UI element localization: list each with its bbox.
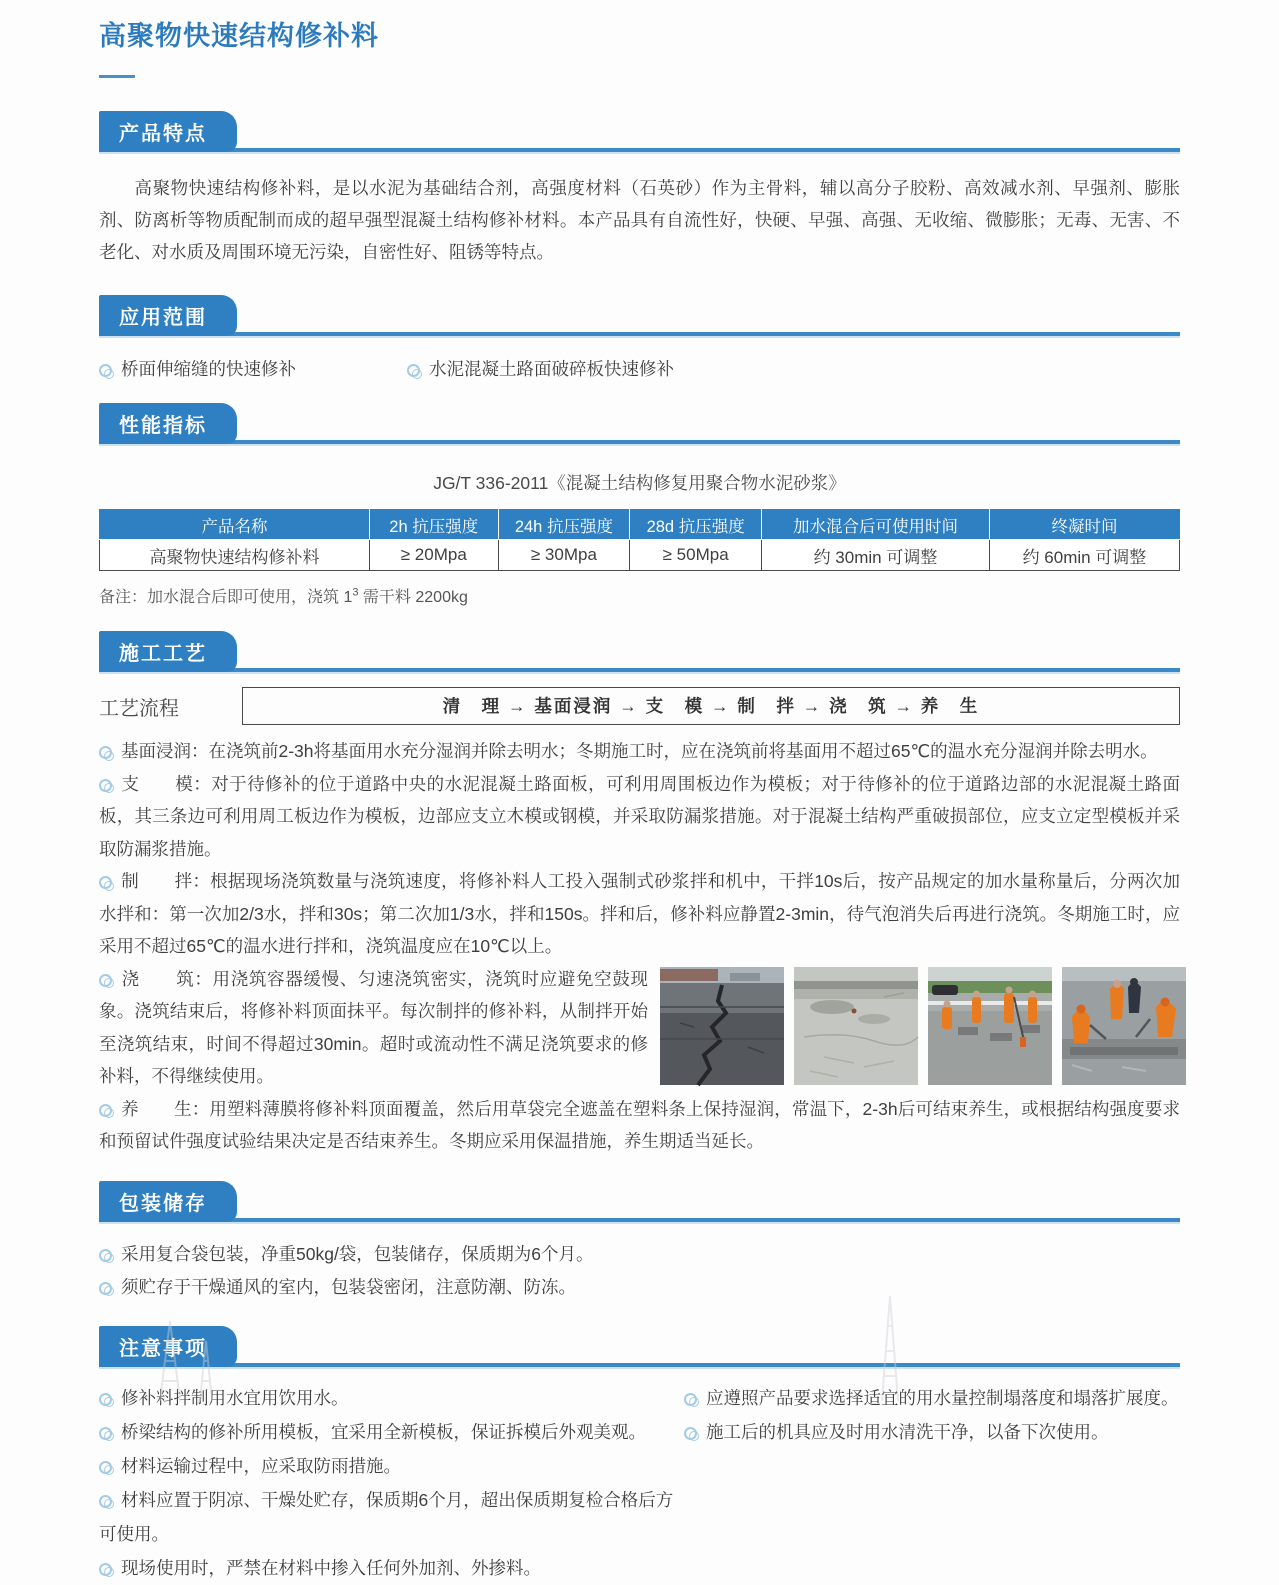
process-photo-strip: [660, 967, 1180, 1085]
cell-2h-strength: ≥ 20Mpa: [370, 540, 499, 571]
ring-bullet-icon: [99, 364, 112, 377]
section-rule-light: [99, 1367, 1180, 1369]
precaution-item: [99, 1483, 684, 1551]
col-header-product-name: 产品名称: [100, 510, 370, 540]
section-tab-process: 施工工艺: [99, 631, 237, 672]
process-step-soaking: [99, 735, 1180, 768]
ring-bullet-icon: [99, 1393, 112, 1406]
section-header-precautions: [99, 1330, 1180, 1369]
section-header-application: [99, 299, 1180, 338]
packaging-item-text: 采用复合袋包装，净重50kg/袋，包装储存，保质期为6个月。: [121, 1243, 594, 1264]
precaution-item: [99, 1449, 684, 1483]
precautions-columns: [99, 1381, 1180, 1585]
process-flow-row: [99, 687, 1180, 725]
note-superscript: 3: [352, 586, 359, 599]
step-text: 制 拌：根据现场浇筑数量与浇筑速度，将修补料人工投入强制式砂浆拌和机中，干拌10s后，按产品规定的加水量称量后，分两次加水拌和：第一次加2/3水，拌和30s；第二次加1/3水，拌和150s。拌和后，修补料应静置2-3min，待气泡消失后再进行浇筑。冬期施工时，应采用不超过65℃的温水进行拌和，浇筑温度应在10℃以上。: [99, 871, 1180, 956]
flow-sequence: 清 理 → 基面浸润 → 支 模 → 制 拌 → 浇 筑 → 养 生: [242, 687, 1180, 725]
repair-closeup-photo: [1062, 967, 1186, 1085]
section-tab-application: 应用范围: [99, 295, 237, 336]
road-repair-crew-photo: [928, 967, 1052, 1085]
ring-bullet-icon: [99, 876, 112, 889]
precaution-text: 材料运输过程中，应采取防雨措施。: [121, 1455, 401, 1476]
section-tab-packaging: 包装储存: [99, 1181, 237, 1222]
cell-final-set: 约 60min 可调整: [989, 540, 1179, 571]
section-header-features: [99, 115, 1180, 154]
performance-table: [99, 509, 1180, 571]
precaution-text: 现场使用时，严禁在材料中掺入任何外加剂、外掺料。: [121, 1557, 541, 1578]
precautions-left-column: [99, 1381, 684, 1585]
col-header-24h-strength: 24h 抗压强度: [498, 510, 630, 540]
ring-bullet-icon: [99, 1104, 112, 1117]
ring-bullet-icon: [99, 746, 112, 759]
step-text: 支 模：对于待修补的位于道路中央的水泥混凝土路面板，可利用周围板边作为模板；对于待修补的位于道路边部的水泥混凝土路面板，其三条边可利用周工板边作为模板，边部应支立木模或钢模，并采取防漏浆措施。对于混凝土结构严重破损部位，应支立定型模板并采取防漏浆措施。: [99, 773, 1180, 859]
cell-usable-time: 约 30min 可调整: [762, 540, 990, 571]
packaging-item-text: 须贮存于干燥通风的室内，包装袋密闭，注意防潮、防冻。: [121, 1276, 576, 1297]
col-header-28d-strength: 28d 抗压强度: [630, 510, 762, 540]
standard-reference: JG/T 336-2011《混凝土结构修复用聚合物水泥砂浆》: [433, 473, 846, 493]
packaging-item: [99, 1271, 1180, 1304]
precaution-item: [684, 1381, 1180, 1415]
step-text: 基面浸润：在浇筑前2-3h将基面用水充分湿润并除去明水；冬期施工时，应在浇筑前将基面用不超过65℃的温水充分湿润并除去明水。: [121, 741, 1158, 761]
precaution-text: 施工后的机具应及时用水清洗干净，以备下次使用。: [706, 1421, 1109, 1442]
precaution-item: [684, 1415, 1180, 1449]
application-item: [407, 356, 674, 381]
title-underline: [99, 75, 135, 78]
section-header-process: [99, 635, 1180, 674]
step-text: 养 生：用塑料薄膜将修补料顶面覆盖，然后用草袋完全遮盖在塑料条上保持湿润，常温下，2-3h后可结束养生，或根据结构强度要求和预留试件强度试验结果决定是否结束养生。冬期应采用保温措施，养生期适当延长。: [99, 1098, 1180, 1151]
application-item: [99, 356, 407, 381]
process-step-mixing: [99, 865, 1180, 963]
precaution-text: 材料应置于阴凉、干燥处贮存，保质期6个月，超出保质期复检合格后方可使用。: [99, 1489, 674, 1544]
precaution-text: 应遵照产品要求选择适宜的用水量控制塌落度和塌落扩展度。: [706, 1387, 1179, 1408]
section-rule-light: [99, 672, 1180, 674]
precaution-item: [99, 1415, 684, 1449]
col-header-2h-strength: 2h 抗压强度: [370, 510, 499, 540]
cell-24h-strength: ≥ 30Mpa: [498, 540, 630, 571]
ring-bullet-icon: [99, 974, 112, 987]
ring-bullet-icon: [99, 1495, 112, 1508]
application-items: [99, 356, 1180, 381]
ring-bullet-icon: [99, 1461, 112, 1474]
ring-bullet-icon: [99, 1563, 112, 1576]
damaged-slab-photo: [794, 967, 918, 1085]
cell-product-name: 高聚物快速结构修补料: [100, 540, 370, 571]
tower-watermark: [860, 1291, 920, 1401]
ring-bullet-icon: [99, 779, 112, 792]
col-header-usable-time: 加水混合后可使用时间: [762, 510, 990, 540]
section-header-packaging: [99, 1185, 1180, 1224]
section-tab-precautions: 注意事项: [99, 1326, 237, 1367]
ring-bullet-icon: [99, 1249, 112, 1262]
cell-28d-strength: ≥ 50Mpa: [630, 540, 762, 571]
tower-watermark: [140, 1311, 250, 1401]
ring-bullet-icon: [99, 1427, 112, 1440]
cracked-pavement-photo: [660, 967, 784, 1085]
section-rule-light: [99, 444, 1180, 446]
precautions-right-column: [684, 1381, 1180, 1585]
section-rule-light: [99, 1222, 1180, 1224]
features-text: 高聚物快速结构修补料，是以水泥为基础结合剂，高强度材料（石英砂）作为主骨料，辅以高分子胶粉、高效减水剂、早强剂、膨胀剂、防离析等物质配制而成的超早强型混凝土结构修补材料。本产品具有自流性好，快硬、早强、高强、无收缩、微膨胀；无毒、无害、不老化、对水质及周围环境无污染，自密性好、阻锈等特点。: [99, 178, 1180, 262]
process-step-formwork: [99, 768, 1180, 866]
table-note: [99, 584, 1180, 607]
section-rule-light: [99, 336, 1180, 338]
process-step-curing: [99, 1093, 1180, 1158]
precaution-text: 桥梁结构的修补所用模板，宜采用全新模板，保证拆模后外观美观。: [121, 1421, 646, 1442]
note-suffix: 需干料 2200kg: [358, 589, 468, 606]
ring-bullet-icon: [99, 1282, 112, 1295]
note-prefix: 备注：加水混合后即可使用，浇筑 1: [99, 589, 353, 606]
flow-label: 工艺流程: [99, 697, 179, 720]
section-header-performance: [99, 407, 1180, 446]
ring-bullet-icon: [684, 1393, 697, 1406]
packaging-items: [99, 1238, 1180, 1304]
process-steps: [99, 735, 1180, 1158]
ring-bullet-icon: [684, 1427, 697, 1440]
col-header-final-set: 终凝时间: [989, 510, 1179, 540]
packaging-item: [99, 1238, 1180, 1271]
table-row: [100, 540, 1180, 571]
section-tab-features: 产品特点: [99, 111, 237, 152]
section-tab-performance: 性能指标: [99, 403, 237, 444]
step-text: 浇 筑：用浇筑容器缓慢、匀速浇筑密实，浇筑时应避免空鼓现象。浇筑结束后，将修补料顶面抹平。每次制拌的修补料，从制拌开始至浇筑结束，时间不得超过30min。超时或流动性不满足浇筑要求的修补料，不得继续使用。: [99, 968, 648, 1086]
page-title: 高聚物快速结构修补料: [99, 21, 379, 51]
precaution-text: 修补料拌制用水宜用饮用水。: [121, 1387, 349, 1408]
application-item-text: 桥面伸缩缝的快速修补: [121, 359, 296, 379]
precaution-item: [99, 1551, 684, 1585]
features-paragraph: [99, 172, 1180, 268]
table-header-row: [100, 510, 1180, 540]
ring-bullet-icon: [407, 364, 420, 377]
application-item-text: 水泥混凝土路面破碎板快速修补: [429, 359, 674, 379]
section-rule-light: [99, 152, 1180, 154]
